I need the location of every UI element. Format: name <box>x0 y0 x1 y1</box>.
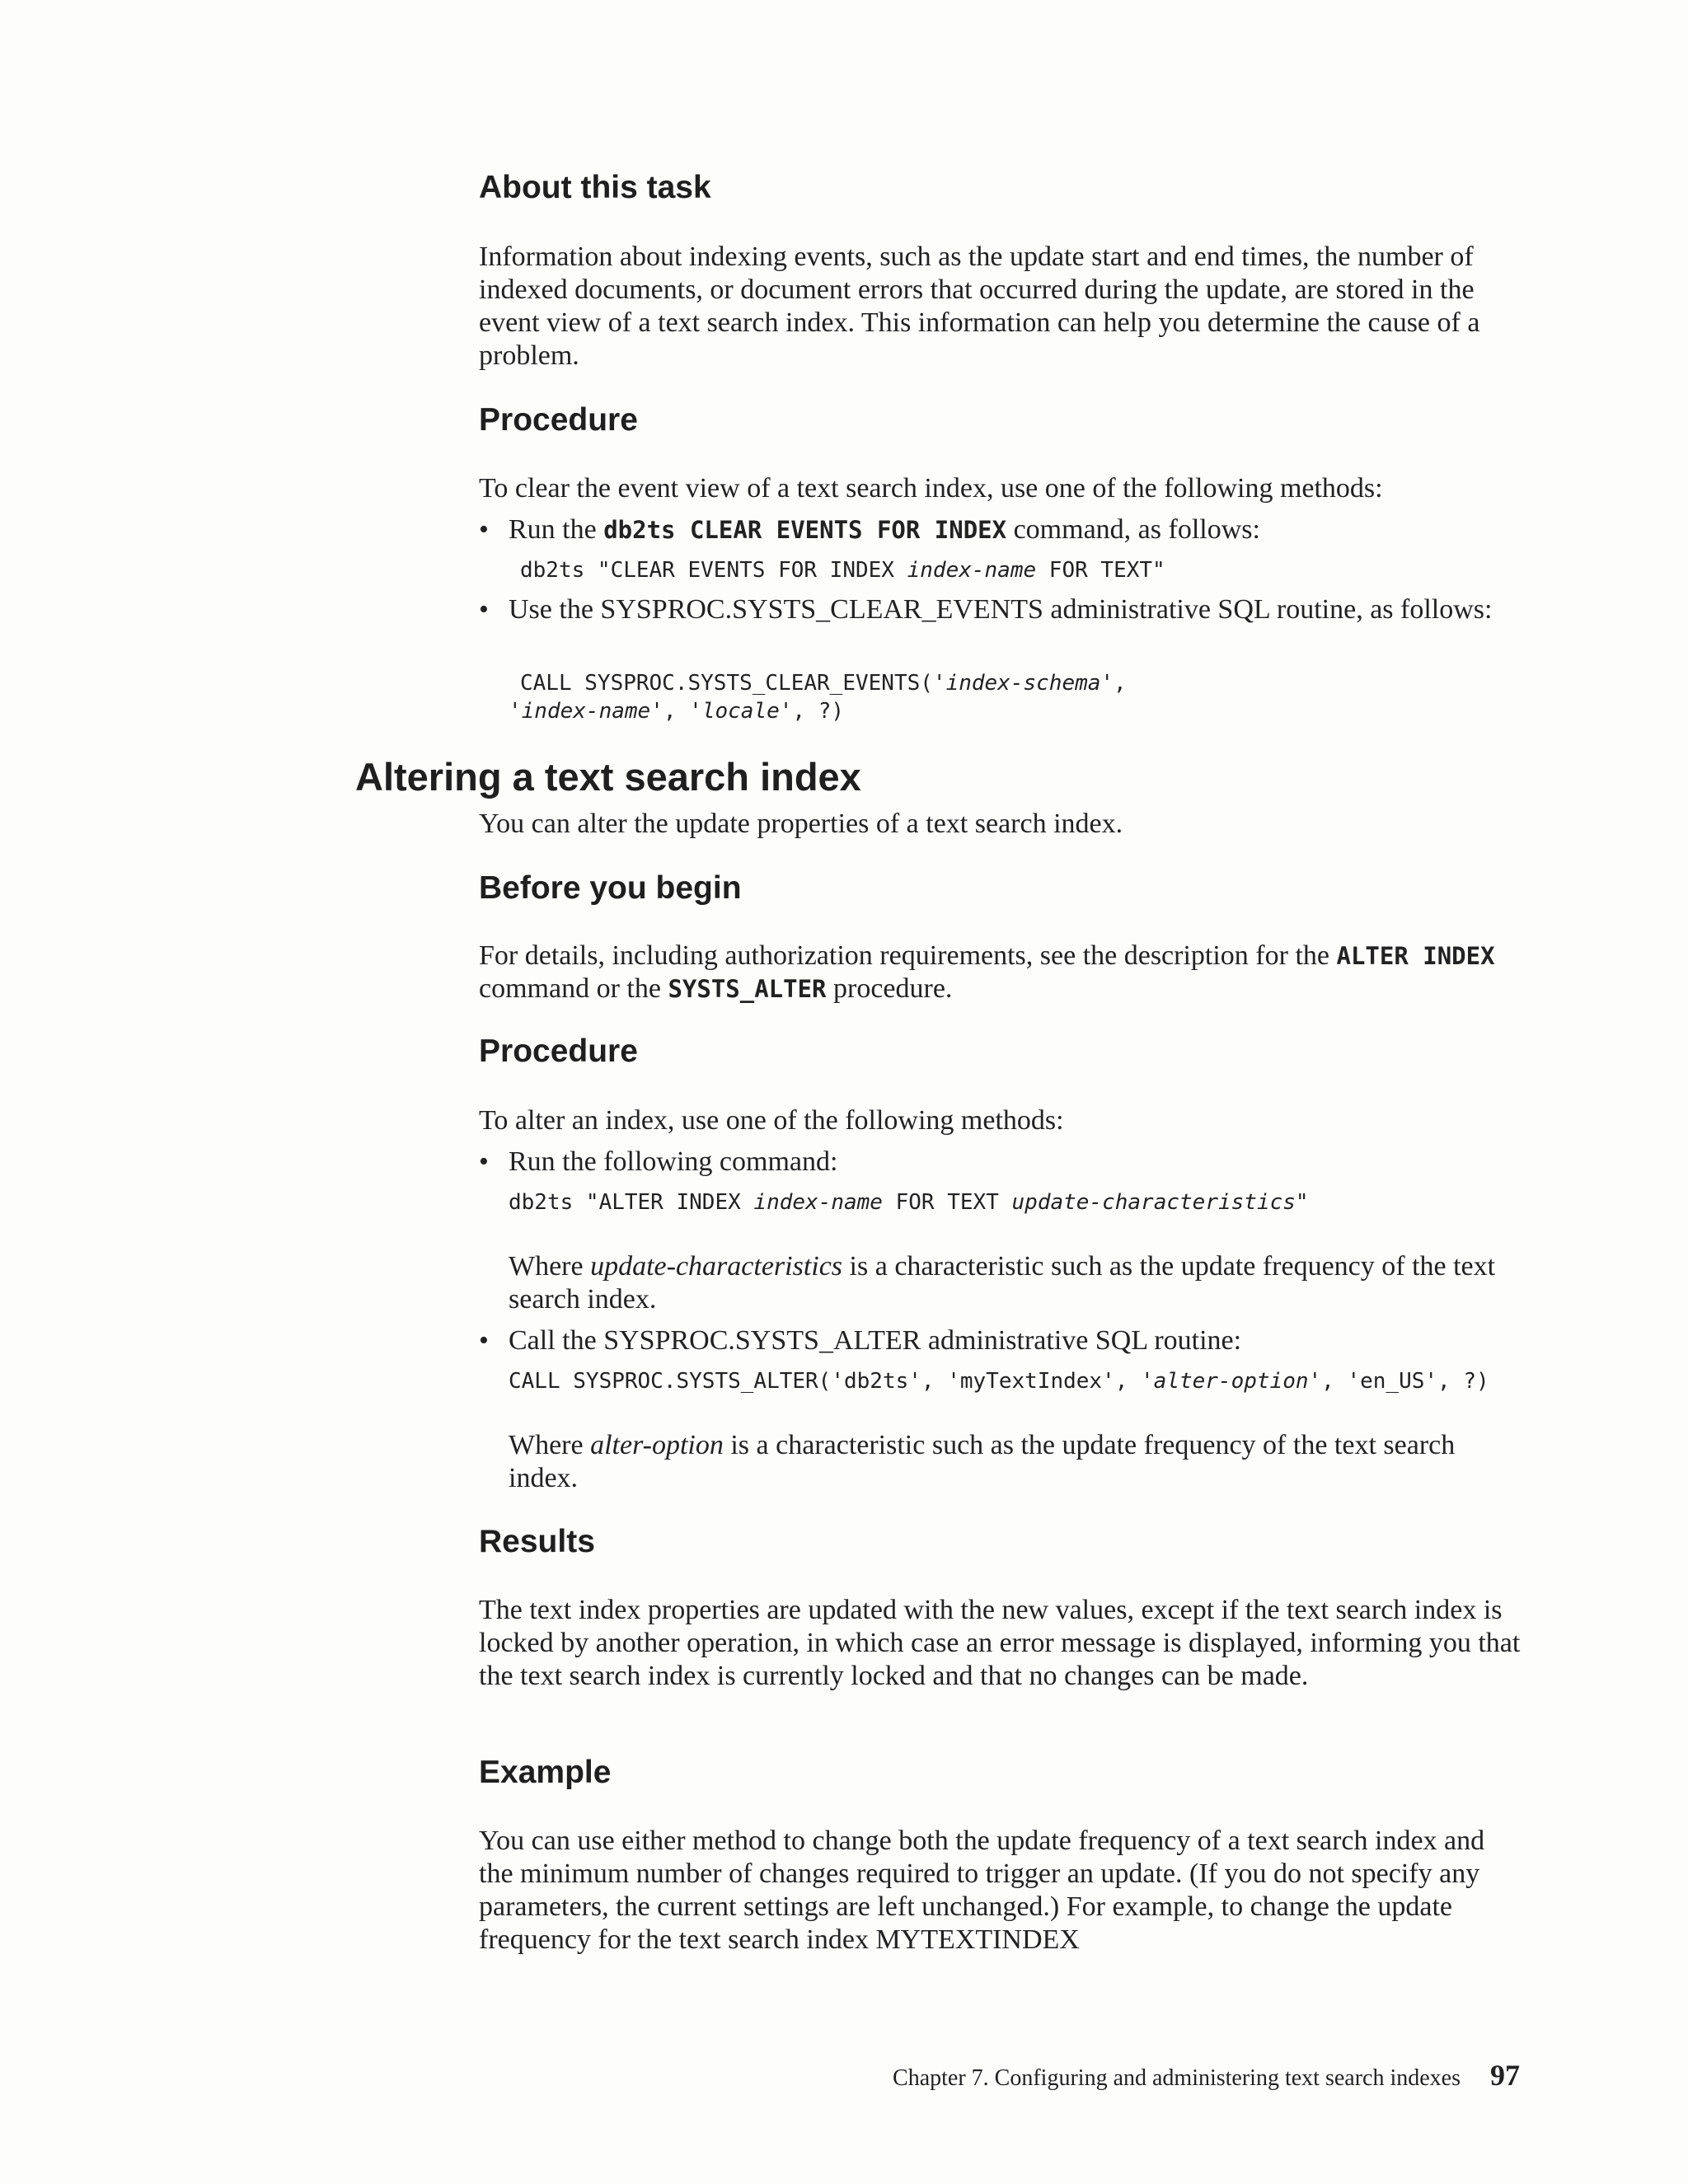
code-placeholder: index-name <box>907 558 1037 583</box>
paragraph-text: command or the <box>479 973 668 1004</box>
code-text: ', <box>1100 671 1127 696</box>
bullet-text-part: Run the <box>509 514 604 545</box>
code-block <box>520 556 1165 584</box>
altering-intro: You can alter the update properties of a text search index. <box>479 808 1123 839</box>
about-task-paragraph: Information about indexing events, such as the update start and end times, the number of indexed documents, or document errors that occurred during the update, are stored in the event view of a text search index. This information can help you determine the cause of a problem. <box>479 241 1480 371</box>
paragraph-text: For details, including authorization requirements, see the description for the <box>479 940 1337 971</box>
page-footer <box>893 2058 1520 2093</box>
paragraph-text: Where <box>509 1251 591 1282</box>
code-placeholder: alter-option <box>1153 1369 1309 1394</box>
alter-procedure-intro: To alter an index, use one of the following methods: <box>479 1105 1064 1136</box>
list-item <box>479 593 1526 659</box>
command-name: ALTER INDEX <box>1336 942 1495 970</box>
bullet-marker: • <box>479 594 489 625</box>
clear-procedure-intro: To clear the event view of a text search index, use one of the following methods: <box>479 473 1383 504</box>
bullet-text: Run the following command: <box>509 1146 838 1177</box>
code-text: FOR TEXT" <box>1036 558 1165 583</box>
code-placeholder: index-schema <box>945 671 1101 696</box>
code-placeholder: index-name <box>521 699 651 724</box>
code-text: FOR TEXT <box>882 1190 1012 1215</box>
section-heading-about-task: About this task <box>479 170 711 205</box>
code-block-continuation <box>509 697 844 725</box>
term: update-characteristics <box>590 1251 843 1282</box>
procedure-name: SYSTS_ALTER <box>668 975 827 1003</box>
code-block <box>520 669 1127 697</box>
bullet-marker: • <box>479 514 489 545</box>
paragraph-text: Where <box>509 1430 591 1460</box>
section-heading-procedure-alter: Procedure <box>479 1033 638 1069</box>
code-text: ', 'en_US', ?) <box>1308 1369 1489 1394</box>
code-placeholder: locale <box>701 699 780 724</box>
code-text: ', ?) <box>779 699 845 724</box>
code-placeholder: index-name <box>753 1190 883 1215</box>
code-block <box>509 1367 1489 1395</box>
code-placeholder: update-characteristics <box>1011 1190 1296 1215</box>
paragraph-text: is a characteristic such as the update frequency of the text search index. <box>509 1430 1456 1493</box>
code-text: CALL SYSPROC.SYSTS_ALTER('db2ts', 'myTextIndex', ' <box>509 1369 1154 1394</box>
code-text: " <box>1295 1190 1309 1215</box>
section-heading-example: Example <box>479 1755 612 1790</box>
where-update-characteristics <box>509 1250 1526 1316</box>
bullet-text <box>509 513 1526 546</box>
where-alter-option <box>509 1429 1526 1495</box>
example-paragraph: You can use either method to change both the update frequency of a text search index and the minimum number of changes required to trigger an update. (If you do not specify any parameters, the current settings are left unchanged.) For example, to change the update frequency for the text search index MYTEXTINDEX <box>479 1825 1485 1955</box>
results-paragraph: The text index properties are updated with the new values, except if the text search index is locked by another operation, in which case an error message is displayed, informing you that the text search index is currently locked and that no changes can be made. <box>479 1595 1521 1691</box>
term: alter-option <box>590 1430 724 1460</box>
footer-chapter-title: Chapter 7. Configuring and administering text search indexes <box>893 2065 1461 2091</box>
section-heading-results: Results <box>479 1524 595 1559</box>
command-name: db2ts CLEAR EVENTS FOR INDEX <box>603 516 1007 544</box>
bullet-text-part: command, as follows: <box>1006 514 1260 545</box>
paragraph-text: procedure. <box>826 973 953 1004</box>
code-text: ' <box>509 699 522 724</box>
bullet-marker: • <box>479 1146 489 1177</box>
bullet-text: Use the SYSPROC.SYSTS_CLEAR_EVENTS administrative SQL routine, as follows: <box>509 594 1493 625</box>
paragraph-text: is a characteristic such as the update frequency of the text search index. <box>509 1251 1496 1315</box>
bullet-text: Call the SYSPROC.SYSTS_ALTER administrative SQL routine: <box>509 1325 1242 1356</box>
code-text: db2ts "ALTER INDEX <box>509 1190 754 1215</box>
code-text: ', ' <box>650 699 702 724</box>
code-text: CALL SYSPROC.SYSTS_CLEAR_EVENTS(' <box>520 671 946 696</box>
section-heading-procedure-clear: Procedure <box>479 402 638 438</box>
code-block <box>509 1188 1309 1216</box>
before-begin-paragraph <box>479 940 1526 1005</box>
page-number: 97 <box>1490 2059 1520 2092</box>
page-title: Altering a text search index <box>355 755 861 799</box>
bullet-marker: • <box>479 1325 489 1356</box>
section-heading-before-begin: Before you begin <box>479 870 742 906</box>
code-text: db2ts "CLEAR EVENTS FOR INDEX <box>520 558 907 583</box>
